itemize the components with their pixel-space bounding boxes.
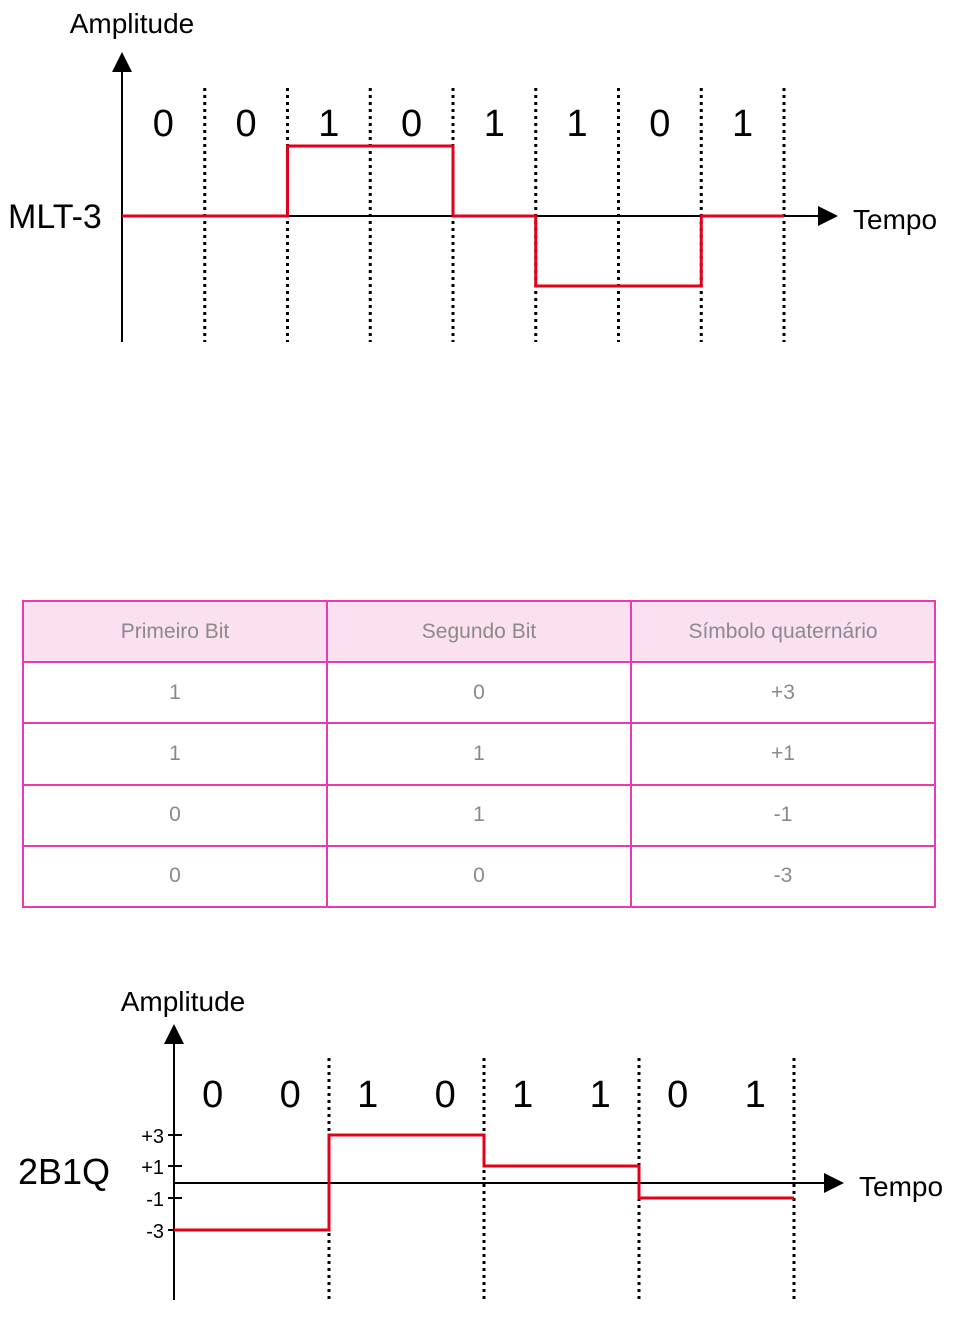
table-cell: -1 bbox=[631, 785, 935, 846]
table-cell: 1 bbox=[327, 785, 631, 846]
bit-label: 0 bbox=[667, 1074, 689, 1116]
bit-label: 1 bbox=[732, 103, 754, 145]
bit-label: 1 bbox=[744, 1074, 766, 1116]
table-cell: 0 bbox=[327, 662, 631, 723]
twob1q-y-axis-label: Amplitude bbox=[120, 986, 246, 1017]
bit-label: 0 bbox=[434, 1074, 456, 1116]
bit-label: 0 bbox=[401, 103, 423, 145]
bit-label: 1 bbox=[512, 1074, 534, 1116]
mlt3-signal-label: MLT-3 bbox=[8, 198, 102, 236]
twob1q-x-axis-label: Tempo bbox=[859, 1171, 944, 1202]
table-cell: +3 bbox=[631, 662, 935, 723]
bit-label: 1 bbox=[357, 1074, 379, 1116]
table-cell: +1 bbox=[631, 723, 935, 784]
table-cell: -3 bbox=[631, 846, 935, 907]
header-first-bit: Primeiro Bit bbox=[23, 601, 327, 662]
twob1q-level-ticks bbox=[141, 1126, 182, 1243]
twob1q-symbol-dividers bbox=[329, 1058, 794, 1300]
table-cell: 0 bbox=[23, 846, 327, 907]
bit-label: 1 bbox=[483, 103, 505, 145]
table-row bbox=[23, 785, 935, 846]
table-cell: 1 bbox=[23, 723, 327, 784]
bit-label: 0 bbox=[649, 103, 671, 145]
tick-label-minus3: -3 bbox=[146, 1221, 164, 1243]
table-cell: 1 bbox=[23, 662, 327, 723]
bit-label: 1 bbox=[318, 103, 340, 145]
table-cell: 1 bbox=[327, 723, 631, 784]
header-quaternary-symbol: Símbolo quaternário bbox=[631, 601, 935, 662]
bit-label: 1 bbox=[566, 103, 588, 145]
table-row bbox=[23, 662, 935, 723]
table-header-row bbox=[23, 601, 935, 662]
encoding-table bbox=[22, 600, 936, 908]
tick-label-minus1: -1 bbox=[146, 1189, 164, 1211]
bit-label: 0 bbox=[235, 103, 257, 145]
bit-label: 0 bbox=[279, 1074, 301, 1116]
table-row bbox=[23, 723, 935, 784]
table-cell: 0 bbox=[327, 846, 631, 907]
twob1q-diagram bbox=[0, 980, 961, 1310]
tick-label-plus1: +1 bbox=[141, 1157, 164, 1179]
mlt3-y-axis-label: Amplitude bbox=[69, 8, 195, 39]
mlt3-diagram bbox=[0, 0, 961, 380]
table-row bbox=[23, 846, 935, 907]
bit-label: 0 bbox=[202, 1074, 224, 1116]
bit-label: 0 bbox=[152, 103, 174, 145]
tick-label-plus3: +3 bbox=[141, 1126, 164, 1148]
table-cell: 0 bbox=[23, 785, 327, 846]
header-second-bit: Segundo Bit bbox=[327, 601, 631, 662]
mlt3-x-axis-label: Tempo bbox=[853, 204, 938, 235]
bit-label: 1 bbox=[589, 1074, 611, 1116]
twob1q-signal-label: 2B1Q bbox=[18, 1151, 111, 1192]
